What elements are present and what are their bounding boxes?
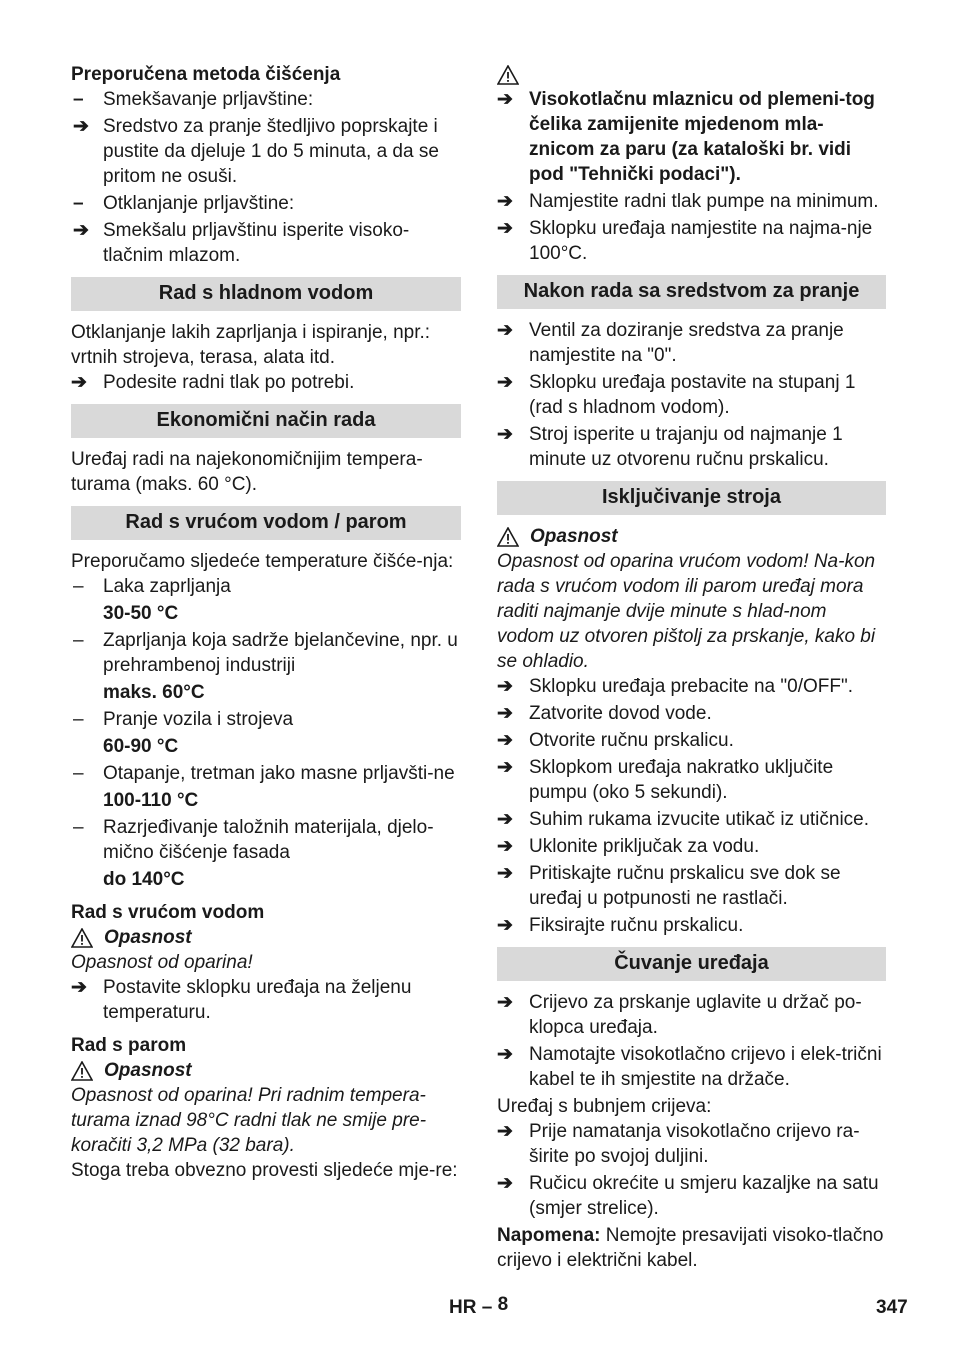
arrow-right-icon: ➔ (497, 863, 513, 884)
method-list (71, 87, 461, 268)
cold-heading: Rad s hladnom vodom (71, 277, 461, 311)
list-item-text: Razrjeđivanje taložnih materijala, djelo-mično čišćenje fasada (103, 817, 434, 863)
list-item (497, 1042, 886, 1092)
shutdown-steps-list (497, 674, 886, 938)
list-item (497, 755, 886, 805)
left-column (71, 62, 461, 1183)
warning-line (71, 925, 461, 950)
arrow-right-icon: ➔ (497, 1044, 513, 1065)
list-item (71, 87, 461, 112)
dash-marker: – (73, 763, 84, 784)
warning-line (497, 62, 886, 87)
footer-dash: – (481, 1297, 493, 1318)
temperature-list (71, 574, 461, 892)
arrow-right-icon: ➔ (497, 1173, 513, 1194)
temperature-value: do 140°C (103, 869, 185, 890)
list-item-text: Fiksirajte ručnu prskalicu. (529, 915, 744, 936)
drum-steps-list (497, 1119, 886, 1221)
dash-marker: – (73, 709, 84, 730)
note-label: Napomena: (497, 1225, 601, 1246)
list-item-text: Smekšavanje prljavštine: (103, 89, 314, 110)
warning-label: Opasnost (104, 927, 192, 948)
list-item-text: Sklopku uređaja prebacite na "0/OFF". (529, 676, 853, 697)
list-item-text: Otvorite ručnu prskalicu. (529, 730, 734, 751)
warning-line (71, 1058, 461, 1083)
list-item (497, 87, 886, 187)
arrow-right-icon: ➔ (497, 992, 513, 1013)
list-item-text: Ventil za doziranje sredstva za pranje namjestite na "0". (529, 320, 844, 366)
list-item (71, 218, 461, 268)
warning-triangle-icon (497, 65, 519, 85)
list-item-text: Pritiskajte ručnu prskalicu sve dok se uređaj u potpunosti ne rastlači. (529, 863, 841, 909)
warning-label: Opasnost (530, 526, 618, 547)
footer-lang: HR (449, 1297, 477, 1318)
dash-marker: ➔ (73, 220, 89, 241)
list-item (71, 114, 461, 189)
list-item (71, 975, 461, 1025)
list-item (71, 191, 461, 216)
arrow-right-icon: ➔ (497, 424, 513, 445)
list-item-text: Uklonite priključak za vodu. (529, 836, 760, 857)
page-number: 347 (876, 1297, 908, 1318)
cold-text: Otklanjanje lakih zaprljanja i ispiranje, npr.: vrtnih strojeva, terasa, alata itd. (71, 322, 431, 368)
footer-subpage: 8 (497, 1294, 509, 1315)
storage-steps-list (497, 990, 886, 1092)
list-item-text: Sredstvo za pranje štedljivo poprskajte i pustite da djeluje 1 do 5 minuta, a da se pritom ne osuši. (103, 116, 439, 187)
steam-title: Rad s parom (71, 1035, 187, 1056)
list-item (497, 990, 886, 1040)
list-item (497, 318, 886, 368)
list-item (497, 370, 886, 420)
list-item-text: Namotajte visokotlačno crijevo i elek-trični kabel te ih smjestite na držače. (529, 1044, 882, 1090)
list-item-text: Sklopku uređaja namjestite na najma-nje 100°C. (529, 218, 873, 264)
note (497, 1223, 886, 1273)
arrow-right-icon: ➔ (497, 191, 513, 212)
arrow-right-icon: ➔ (497, 218, 513, 239)
list-item (497, 1171, 886, 1221)
list-item (497, 834, 886, 859)
warning-triangle-icon (71, 1061, 93, 1081)
right-column (497, 62, 886, 1273)
list-item (71, 761, 461, 786)
list-item-text: Crijevo za prskanje uglavite u držač po-klopca uređaja. (529, 992, 862, 1038)
list-item-text: Sklopku uređaja postavite na stupanj 1 (rad s hladnom vodom). (529, 372, 856, 418)
arrow-right-icon: ➔ (497, 89, 513, 110)
list-item-text: Stroj isperite u trajanju od najmanje 1 minute uz otvorenu ručnu prskalicu. (529, 424, 843, 470)
steam-text: Stoga treba obvezno provesti sljedeće mje-re: (71, 1160, 458, 1181)
arrow-right-icon: ➔ (497, 703, 513, 724)
arrow-right-icon: ➔ (497, 372, 513, 393)
list-item (497, 189, 886, 214)
arrow-right-icon: ➔ (71, 372, 87, 393)
dash-marker: – (73, 193, 84, 214)
dash-marker: – (73, 89, 84, 110)
temperature-value: 60-90 °C (103, 736, 179, 757)
hotwater-title: Rad s vrućom vodom (71, 902, 265, 923)
list-item (71, 370, 461, 395)
list-item (71, 707, 461, 732)
page-footer-section (449, 1294, 509, 1319)
list-item-text: Suhim rukama izvucite utikač iz utičnice. (529, 809, 870, 830)
drum-text: Uređaj s bubnjem crijeva: (497, 1096, 712, 1117)
warning-triangle-icon (71, 928, 93, 948)
hot-heading: Rad s vrućom vodom / parom (71, 506, 461, 540)
hot-intro: Preporučamo sljedeće temperature čišće-nja: (71, 551, 454, 572)
list-item (71, 628, 461, 678)
list-item-text: Pranje vozila i strojeva (103, 709, 294, 730)
list-item (497, 216, 886, 266)
temperature-value: maks. 60°C (103, 682, 205, 703)
list-item (497, 807, 886, 832)
shutdown-warning: Opasnost od oparina vrućom vodom! Na-kon rada s vrućom vodom ili parom uređaj mora raditi najmanje dvije minute s hlad-nom vodom uz otvoren pištolj za prskanje, kako bi se ohladio. (497, 551, 876, 672)
temperature-value: 100-110 °C (103, 790, 199, 811)
list-item (71, 815, 461, 865)
list-item (497, 701, 886, 726)
hotwater-warning: Opasnost od oparina! (71, 952, 253, 973)
storage-heading: Čuvanje uređaja (497, 947, 886, 981)
warning-line (497, 524, 886, 549)
arrow-right-icon: ➔ (497, 836, 513, 857)
list-item (497, 728, 886, 753)
list-item (497, 1119, 886, 1169)
dash-marker: – (73, 630, 84, 651)
list-item-text: Namjestite radni tlak pumpe na minimum. (529, 191, 879, 212)
eco-text: Uređaj radi na najekonomičnijim tempera-turama (maks. 60 °C). (71, 449, 423, 495)
temperature-value: 30-50 °C (103, 603, 179, 624)
list-item (497, 674, 886, 699)
list-item-text: Visokotlačnu mlaznicu od plemeni-tog čelika zamijenite mjedenom mla-znicom za paru (za kataloški br. vidi pod "Tehnički podaci"). (529, 89, 875, 185)
after-heading: Nakon rada sa sredstvom za pranje (497, 275, 886, 309)
arrow-right-icon: ➔ (497, 809, 513, 830)
cold-step: Podesite radni tlak po potrebi. (103, 372, 355, 393)
arrow-right-icon: ➔ (497, 915, 513, 936)
list-item-text: Zaprljanja koja sadrže bjelančevine, npr. u prehrambenoj industriji (103, 630, 458, 676)
list-item-text: Prije namatanja visokotlačno crijevo ra-širite po svojoj duljini. (529, 1121, 860, 1167)
method-title: Preporučena metoda čišćenja (71, 64, 341, 85)
list-item-text: Zatvorite dovod vode. (529, 703, 712, 724)
list-item (497, 913, 886, 938)
list-item-text: Sklopkom uređaja nakratko uključite pumpu (oko 5 sekundi). (529, 757, 834, 803)
arrow-right-icon: ➔ (497, 730, 513, 751)
arrow-right-icon: ➔ (497, 1121, 513, 1142)
steam-steps-list (497, 87, 886, 266)
dash-marker: ➔ (73, 116, 89, 137)
arrow-right-icon: ➔ (497, 676, 513, 697)
list-item-text: Otapanje, tretman jako masne prljavšti-ne (103, 763, 455, 784)
steam-warning: Opasnost od oparina! Pri radnim tempera-turama iznad 98°C radni tlak ne smije pre-koračiti 3,2 MPa (32 bara). (71, 1085, 427, 1156)
arrow-right-icon: ➔ (497, 320, 513, 341)
dash-marker: – (73, 576, 84, 597)
list-item (497, 422, 886, 472)
list-item (497, 861, 886, 911)
warning-triangle-icon (497, 527, 519, 547)
list-item (71, 574, 461, 599)
warning-label: Opasnost (104, 1060, 192, 1081)
shutdown-heading: Isključivanje stroja (497, 481, 886, 515)
dash-marker: – (73, 817, 84, 838)
after-steps-list (497, 318, 886, 472)
note-text: Nemojte presavijati visoko-tlačno crijevo i električni kabel. (497, 1225, 884, 1271)
list-item-text: Laka zaprljanja (103, 576, 231, 597)
list-item-text: Ručicu okrećite u smjeru kazaljke na satu (smjer strelice). (529, 1173, 879, 1219)
hotwater-step: Postavite sklopku uređaja na željenu temperaturu. (103, 977, 412, 1023)
list-item-text: Otklanjanje prljavštine: (103, 193, 295, 214)
arrow-right-icon: ➔ (71, 977, 87, 998)
eco-heading: Ekonomični način rada (71, 404, 461, 438)
arrow-right-icon: ➔ (497, 757, 513, 778)
list-item-text: Smekšalu prljavštinu isperite visoko-tlačnim mlazom. (103, 220, 410, 266)
